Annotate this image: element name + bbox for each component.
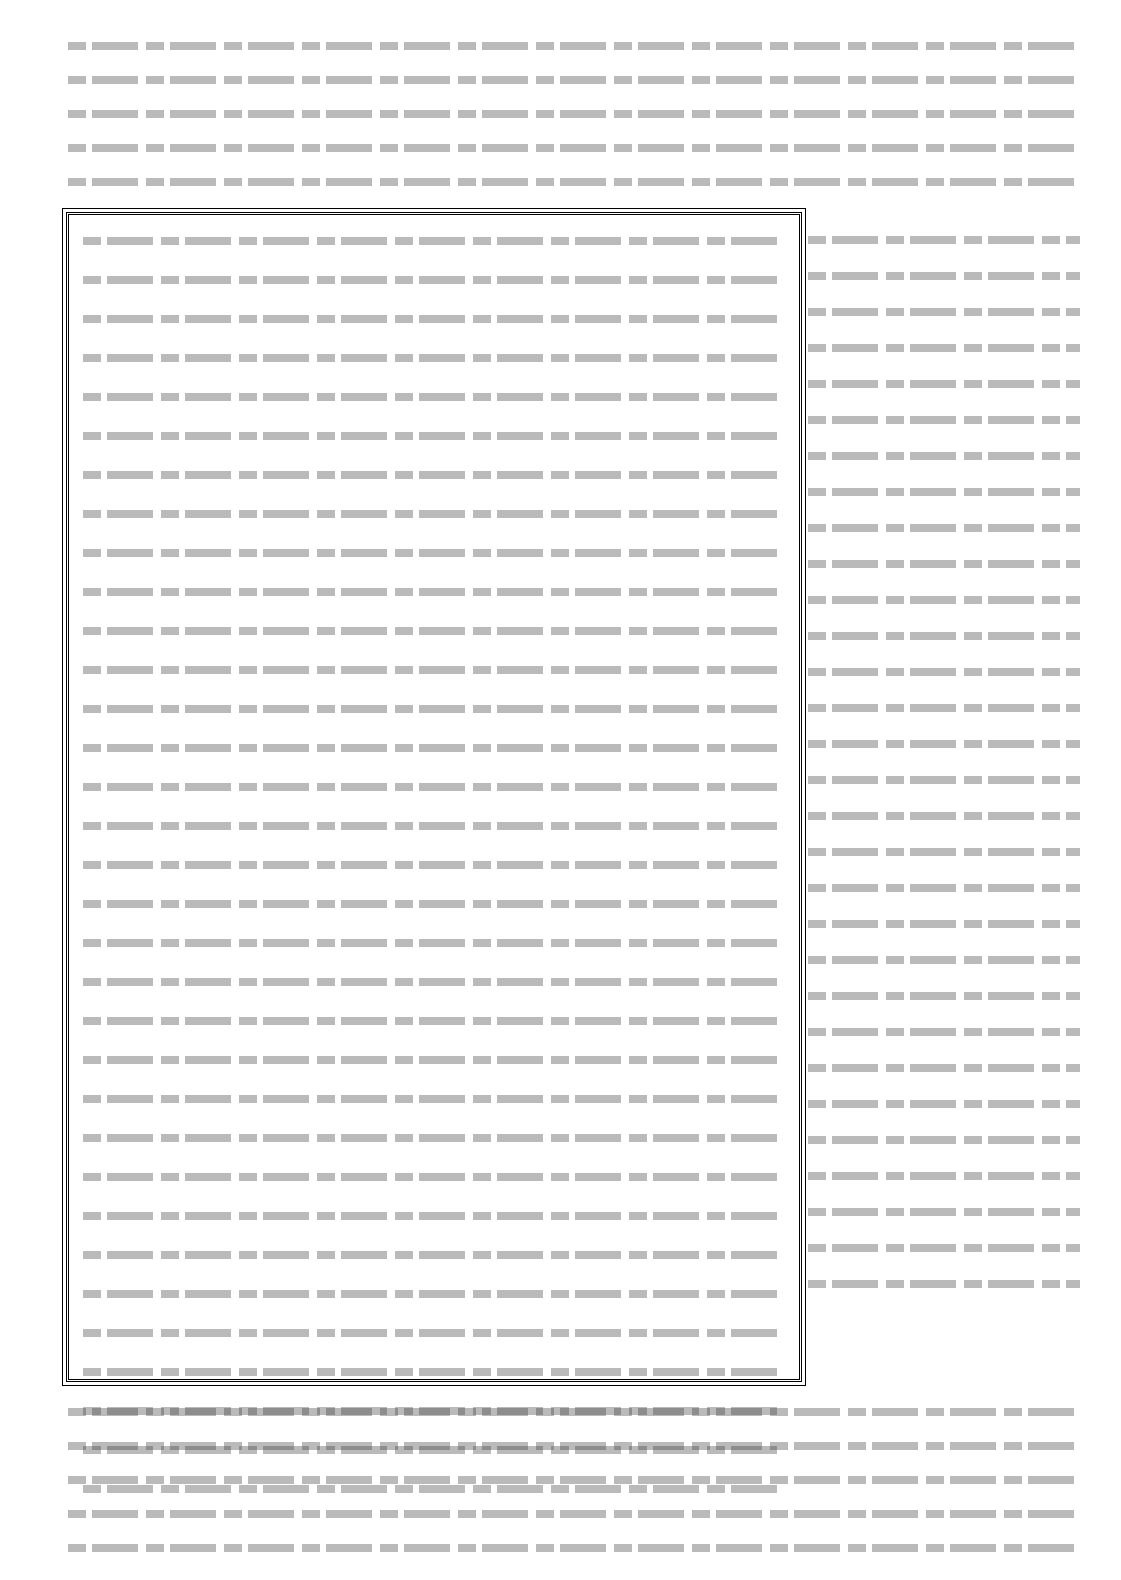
main-text-frame (66, 212, 802, 1382)
bottom-margin-text (68, 1394, 1080, 1566)
top-margin-text (68, 28, 1080, 200)
side-margin-text (808, 222, 1080, 1352)
